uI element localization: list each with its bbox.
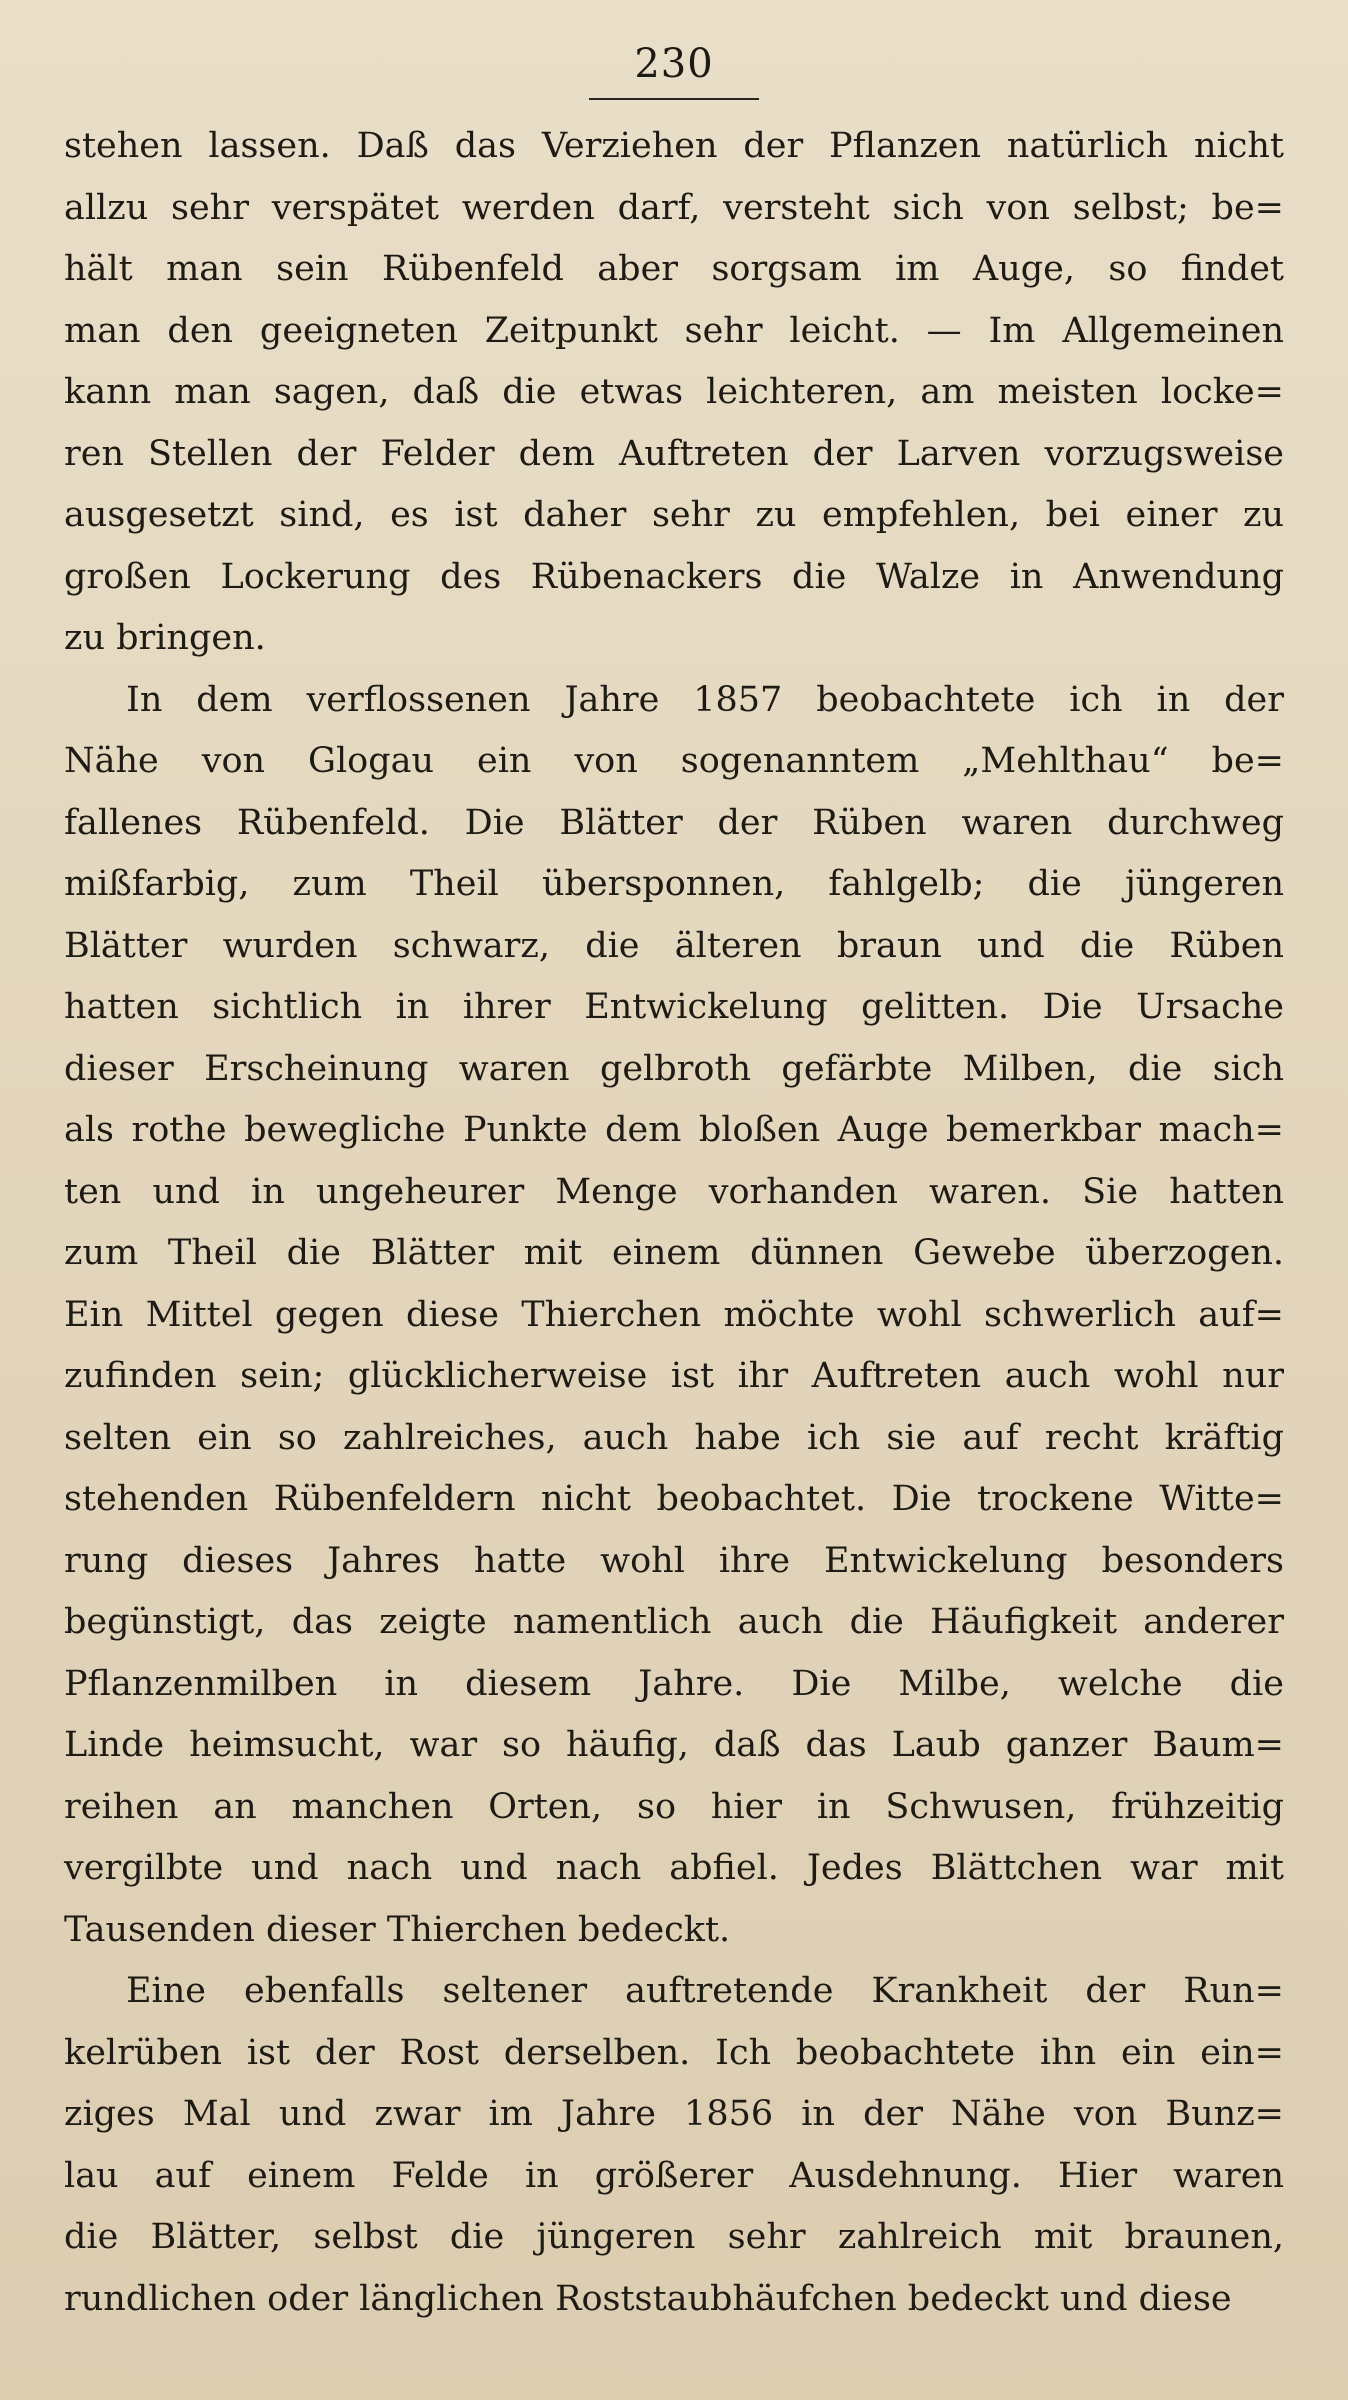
text-line: zufinden sein; glücklicherweise ist ihr Auftreten auch wohl nur xyxy=(64,1356,1284,1396)
text-line: die Blätter, selbst die jüngeren sehr zahlreich mit braunen, xyxy=(64,2217,1284,2257)
text-line: rundlichen oder länglichen Roststaubhäufchen bedeckt und diese xyxy=(64,2278,1232,2319)
text-line: ten und in ungeheurer Menge vorhanden waren. Sie hatten xyxy=(64,1171,1284,1212)
text-line: Tausenden dieser Thierchen bedeckt. xyxy=(64,1909,731,1950)
text-line: rung dieses Jahres hatte wohl ihre Entwickelung besonders xyxy=(64,1540,1284,1581)
text-line: mißfarbig, zum Theil übersponnen, fahlgelb; die jüngeren xyxy=(64,864,1284,904)
text-line: stehenden Rübenfeldern nicht beobachtet. Die trockene Witte= xyxy=(64,1479,1284,1519)
text-line: ren Stellen der Felder dem Auftreten der Larven vorzugsweise xyxy=(64,433,1284,474)
text-line: allzu sehr verspätet werden darf, versteht sich von selbst; be= xyxy=(64,187,1284,228)
text-line: Linde heimsucht, war so häufig, daß das Laub ganzer Baum= xyxy=(64,1725,1284,1765)
header-rule xyxy=(589,98,759,100)
paragraph xyxy=(64,670,1284,1962)
text-line: großen Lockerung des Rübenackers die Walze in Anwendung xyxy=(64,556,1284,597)
text-line: stehen lassen. Daß das Verziehen der Pflanzen natürlich nicht xyxy=(64,126,1284,166)
text-line: lau auf einem Felde in größerer Ausdehnung. Hier waren xyxy=(64,2155,1284,2196)
text-line: Nähe von Glogau ein von sogenanntem „Mehlthau“ be= xyxy=(64,741,1284,781)
text-line: ziges Mal und zwar im Jahre 1856 in der Nähe von Bunz= xyxy=(64,2094,1284,2134)
text-line: Pflanzenmilben in diesem Jahre. Die Milbe, welche die xyxy=(64,1663,1284,1704)
text-line: kann man sagen, daß die etwas leichteren, am meisten locke= xyxy=(64,372,1284,412)
text-line: Blätter wurden schwarz, die älteren braun und die Rüben xyxy=(64,925,1284,966)
paragraph xyxy=(64,116,1284,670)
text-line: dieser Erscheinung waren gelbroth gefärbte Milben, die sich xyxy=(64,1048,1284,1089)
text-line: selten ein so zahlreiches, auch habe ich sie auf recht kräftig xyxy=(64,1417,1284,1458)
text-line: man den geeigneten Zeitpunkt sehr leicht. — Im Allgemeinen xyxy=(64,310,1284,351)
page-number: 230 xyxy=(634,41,714,87)
text-line: hält man sein Rübenfeld aber sorgsam im Auge, so findet xyxy=(64,249,1284,289)
text-line: fallenes Rübenfeld. Die Blätter der Rüben waren durchweg xyxy=(64,802,1284,843)
text-line: vergilbte und nach und nach abfiel. Jedes Blättchen war mit xyxy=(64,1848,1284,1888)
text-line: hatten sichtlich in ihrer Entwickelung gelitten. Die Ursache xyxy=(64,987,1284,1027)
text-line: begünstigt, das zeigte namentlich auch die Häufigkeit anderer xyxy=(64,1602,1284,1642)
text-line: Eine ebenfalls seltener auftretende Krankheit der Run= xyxy=(126,1971,1284,2011)
text-line: kelrüben ist der Rost derselben. Ich beobachtete ihn ein ein= xyxy=(64,2032,1284,2073)
text-line: In dem verflossenen Jahre 1857 beobachtete ich in der xyxy=(126,679,1284,720)
text-line: reihen an manchen Orten, so hier in Schwusen, frühzeitig xyxy=(64,1786,1284,1827)
body-text xyxy=(64,116,1284,2330)
text-line: Ein Mittel gegen diese Thierchen möchte wohl schwerlich auf= xyxy=(64,1294,1284,1335)
text-line: als rothe bewegliche Punkte dem bloßen Auge bemerkbar mach= xyxy=(64,1110,1284,1150)
text-line: ausgesetzt sind, es ist daher sehr zu empfehlen, bei einer zu xyxy=(64,495,1284,535)
text-line: zum Theil die Blätter mit einem dünnen Gewebe überzogen. xyxy=(64,1233,1284,1273)
text-line: zu bringen. xyxy=(64,618,266,658)
paragraph xyxy=(64,1961,1284,2330)
